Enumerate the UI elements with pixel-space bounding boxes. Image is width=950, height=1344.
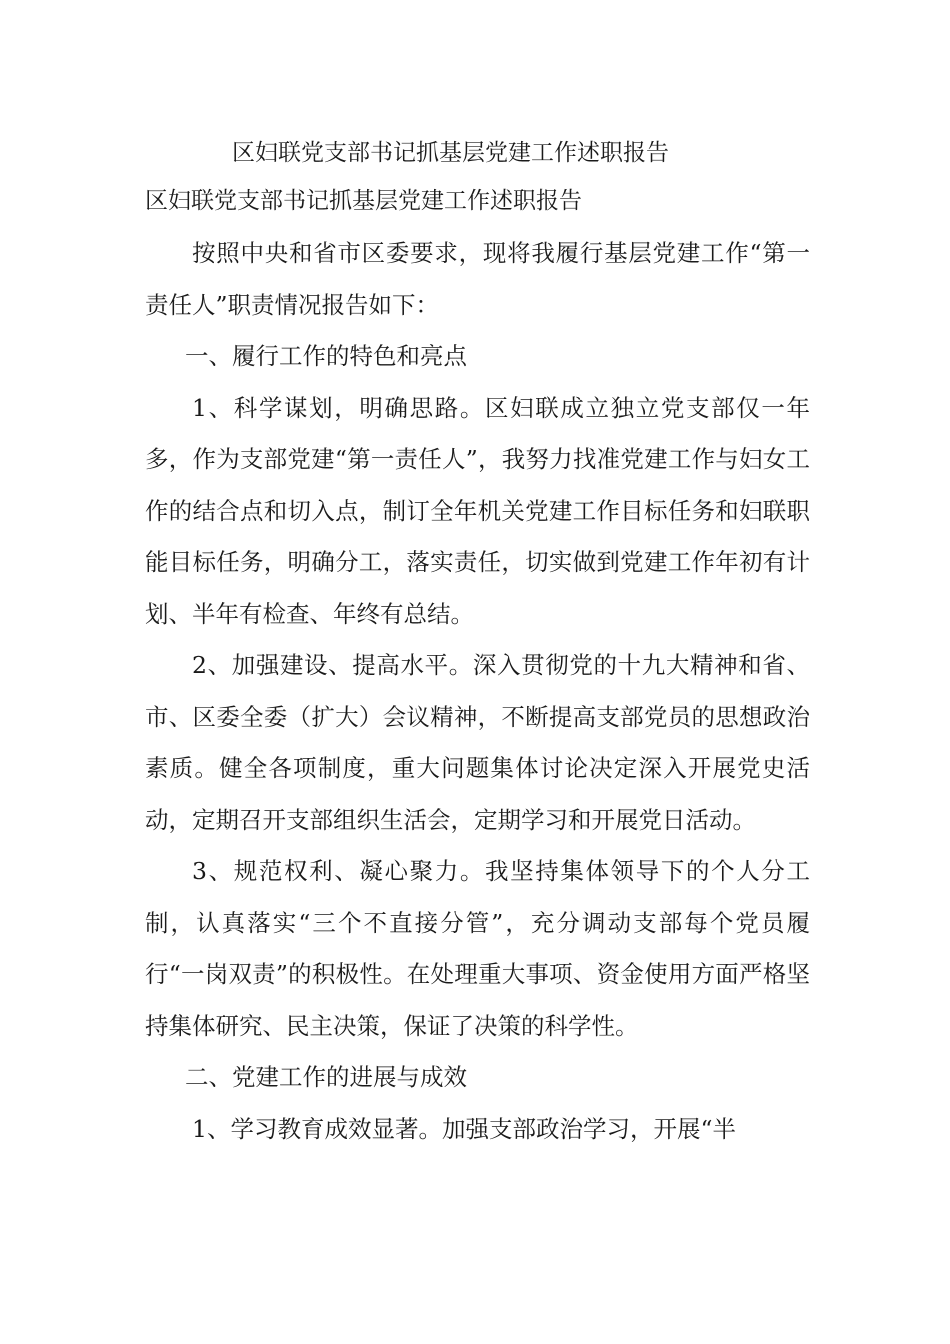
section1-item-2: 2、加强建设、提高水平。深入贯彻党的十九大精神和省、市、区委全委（扩大）会议精神，不断提高支部党员的思想政治素质。健全各项制度，重大问题集体讨论决定深入开展党史活动，定期召开支部组织生活会，定期学习和开展党日活动。	[145, 651, 810, 834]
document-title: 区妇联党支部书记抓基层党建工作述职报告	[232, 140, 669, 166]
section-heading-1: 一、履行工作的特色和亮点	[185, 342, 467, 370]
intro-paragraph: 按照中央和省市区委要求，现将我履行基层党建工作“第一责任人”职责情况报告如下：	[145, 239, 810, 319]
section-heading-2: 二、党建工作的进展与成效	[185, 1063, 467, 1091]
document-subtitle: 区妇联党支部书记抓基层党建工作述职报告	[145, 188, 582, 214]
section2-item-1: 1、学习教育成效显著。加强支部政治学习，开展“半	[192, 1114, 736, 1143]
document-body	[145, 228, 810, 1155]
section1-item-3: 3、规范权利、凝心聚力。我坚持集体领导下的个人分工制，认真落实“三个不直接分管”，充分调动支部每个党员履行“一岗双责”的积极性。在处理重大事项、资金使用方面严格坚持集体研究、民主决策，保证了决策的科学性。	[145, 857, 810, 1040]
section1-item-1: 1、科学谋划，明确思路。区妇联成立独立党支部仅一年多，作为支部党建“第一责任人”，我努力找准党建工作与妇女工作的结合点和切入点，制订全年机关党建工作目标任务和妇联职能目标任务，明确分工，落实责任，切实做到党建工作年初有计划、半年有检查、年终有总结。	[145, 393, 810, 628]
